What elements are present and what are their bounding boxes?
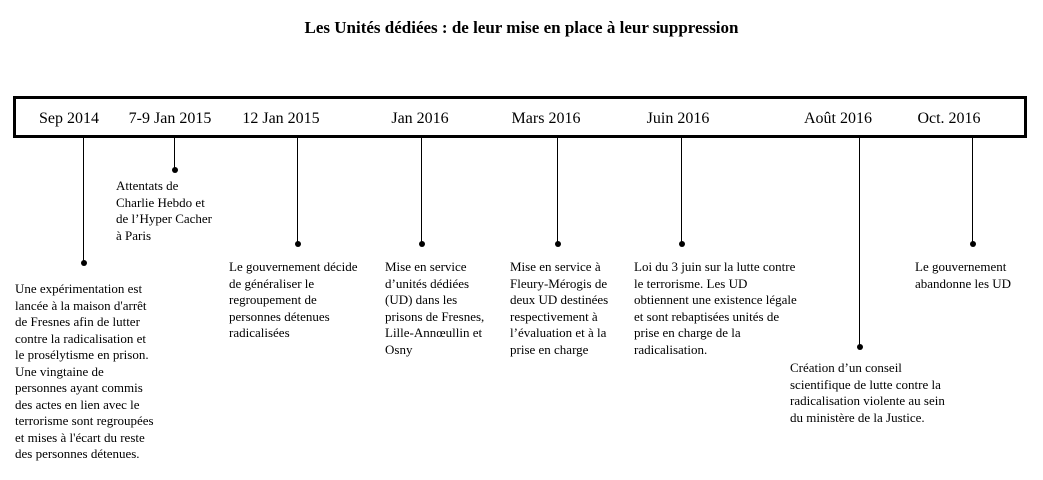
event-description xyxy=(634,259,797,358)
event-description xyxy=(385,259,484,358)
event-description-line: des actes en lien avec le xyxy=(15,396,140,412)
event-connector xyxy=(421,136,422,244)
event-description-line: respectivement à xyxy=(510,308,598,324)
event-description-line: Mise en service à xyxy=(510,259,601,274)
event-description-line: Charlie Hebdo et xyxy=(116,194,205,210)
event-date: Juin 2016 xyxy=(646,110,710,127)
event-description-line: de l’Hyper Cacher xyxy=(116,211,213,226)
event-description-line: radicalisées xyxy=(229,325,290,340)
event-description-line: Mise en service xyxy=(385,259,467,274)
event-description xyxy=(790,360,945,426)
event-connector xyxy=(681,136,682,244)
event-dot xyxy=(857,344,863,350)
event-dot xyxy=(419,241,425,247)
event-description-line: du ministère de la Justice. xyxy=(790,409,925,425)
event-description xyxy=(15,281,154,463)
event-connector xyxy=(859,136,860,347)
event-description-line: Fleury-Mérogis de xyxy=(510,275,608,291)
event-dot xyxy=(555,241,561,247)
event-dot xyxy=(679,241,685,247)
event-description xyxy=(915,259,1011,292)
event-connector xyxy=(557,136,558,244)
event-date: 12 Jan 2015 xyxy=(242,110,320,127)
event-connector xyxy=(972,136,973,244)
event-description-line: Le gouvernement xyxy=(915,259,1007,274)
event-description-line: abandonne les UD xyxy=(915,275,1012,291)
event-dot xyxy=(81,260,87,266)
event-description-line: l’évaluation et à la xyxy=(510,325,607,340)
event-description-line: prise en charge xyxy=(510,341,589,357)
event-date: Jan 2016 xyxy=(391,110,449,127)
event-description-line: de généraliser le xyxy=(229,275,315,291)
event-description xyxy=(510,259,608,358)
event-dot xyxy=(295,241,301,247)
event-date: Mars 2016 xyxy=(511,110,581,127)
event-description-line: Lille-Annœullin et xyxy=(385,325,483,340)
event-date: 7-9 Jan 2015 xyxy=(128,110,212,127)
event-description-line: Loi du 3 juin sur la lutte contre xyxy=(634,259,796,274)
event-description-line: Le gouvernement décide xyxy=(229,259,358,274)
event-description-line: et sont rebaptisées unités de xyxy=(634,308,780,324)
event-description xyxy=(116,178,212,244)
event-description-line: (UD) dans les xyxy=(385,292,458,307)
event-description-line: à Paris xyxy=(116,227,152,243)
event-connector xyxy=(174,136,175,170)
event-description xyxy=(229,259,358,342)
event-description-line: d’unités dédiées xyxy=(385,275,470,291)
event-description-line: Osny xyxy=(385,341,413,357)
event-description-line: prisons de Fresnes, xyxy=(385,308,485,324)
event-description-line: contre la radicalisation et xyxy=(15,330,147,346)
event-description-line: Attentats de xyxy=(116,178,179,193)
event-description-line: le prosélytisme en prison. xyxy=(15,347,149,362)
event-description-line: des personnes détenues. xyxy=(15,446,140,461)
event-connector xyxy=(83,136,84,263)
event-dot xyxy=(172,167,178,173)
event-description-line: scientifique de lutte contre la xyxy=(790,376,941,392)
event-date: Oct. 2016 xyxy=(917,110,981,127)
event-dot xyxy=(970,241,976,247)
timeline-title: Les Unités dédiées : de leur mise en place à leur suppression xyxy=(304,18,739,37)
event-description-line: lancée à la maison d'arrêt xyxy=(15,297,147,313)
event-description-line: prise en charge de la xyxy=(634,325,741,340)
event-description-line: personnes détenues xyxy=(229,308,330,324)
event-date: Sep 2014 xyxy=(39,110,99,127)
event-date: Août 2016 xyxy=(804,110,872,127)
event-description-line: de Fresnes afin de lutter xyxy=(15,314,140,329)
event-description-line: radicalisation violente au sein xyxy=(790,393,945,408)
event-description-line: radicalisation. xyxy=(634,341,708,357)
event-description-line: terrorisme sont regroupées xyxy=(15,413,154,428)
event-description-line: le terrorisme. Les UD xyxy=(634,275,748,291)
event-description-line: deux UD destinées xyxy=(510,292,609,307)
event-description-line: obtiennent une existence légale xyxy=(634,292,797,307)
event-description-line: regroupement de xyxy=(229,292,317,307)
event-description-line: Une vingtaine de xyxy=(15,363,104,379)
event-description-line: et mises à l'écart du reste xyxy=(15,429,145,445)
event-description-line: personnes ayant commis xyxy=(15,380,143,395)
event-description-line: Une expérimentation est xyxy=(15,281,143,296)
event-description-line: Création d’un conseil xyxy=(790,360,902,375)
event-connector xyxy=(297,136,298,244)
